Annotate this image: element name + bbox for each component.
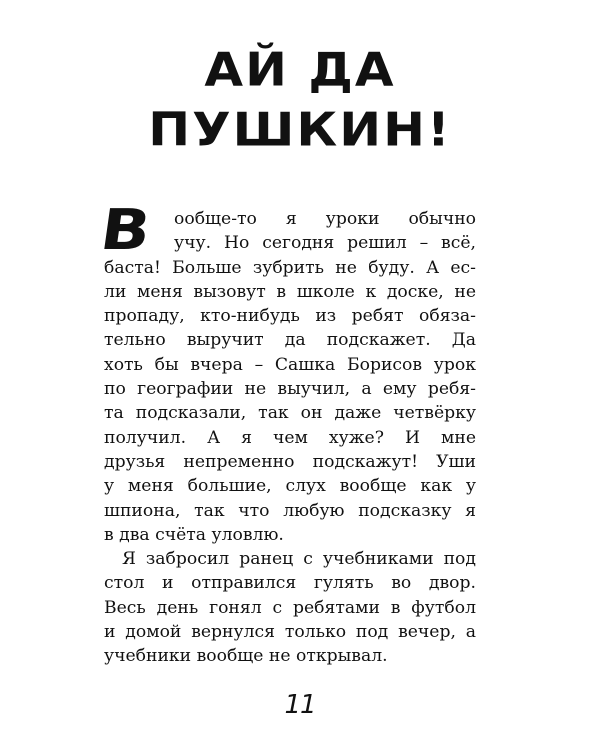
page-number: 11 xyxy=(284,690,316,720)
text-line: баста! Больше зубрить не буду. А ес- xyxy=(104,257,476,278)
text-line: учу. Но сегодня решил – всё, xyxy=(174,233,476,254)
text-line: учебники вообще не открывал. xyxy=(104,646,388,667)
chapter-title-line-2: ПУШКИН! xyxy=(148,103,452,157)
text-line: и домой вернулся только под вечер, а xyxy=(104,622,476,643)
text-line: друзья непременно подскажут! Уши xyxy=(104,451,476,472)
text-line: ообще-то я уроки обычно xyxy=(174,209,476,229)
text-line: у меня большие, слух вообще как у xyxy=(104,476,476,497)
text-line: пропаду, кто-нибудь из ребят обяза- xyxy=(104,306,476,327)
text-line: стол и отправился гулять во двор. xyxy=(104,573,476,594)
text-line: тельно выручит да подскажет. Да xyxy=(104,330,476,351)
text-line: Весь день гонял с ребятами в футбол xyxy=(104,597,476,618)
text-line: Я забросил ранец с учебниками под xyxy=(122,549,476,570)
drop-cap-letter: В xyxy=(96,198,155,263)
text-line: та подсказали, так он даже четвёрку xyxy=(104,403,476,424)
text-line: в два счёта уловлю. xyxy=(104,524,284,545)
text-line: получил. А я чем хуже? И мне xyxy=(104,427,476,448)
chapter-body xyxy=(96,198,476,669)
drop-cap xyxy=(96,198,166,263)
text-line: шпиона, так что любую подсказку я xyxy=(104,500,476,521)
text-line: хоть бы вчера – Сашка Борисов урок xyxy=(104,354,476,375)
chapter-title-line-1: АЙ ДА xyxy=(204,43,396,97)
text-line: ли меня вызовут в школе к доске, не xyxy=(104,281,476,302)
text-line: по географии не выучил, а ему ребя- xyxy=(104,379,476,400)
